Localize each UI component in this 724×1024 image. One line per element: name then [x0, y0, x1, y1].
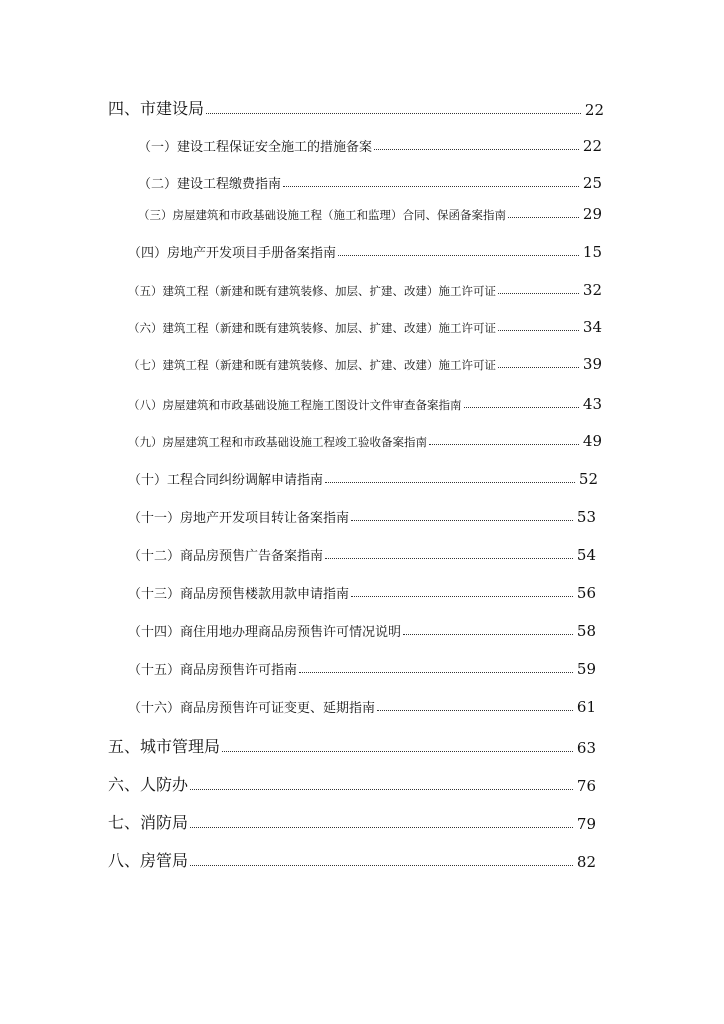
toc-entry-page: 58	[576, 622, 596, 640]
toc-entry-page: 63	[576, 739, 596, 757]
toc-entry[interactable]	[108, 734, 596, 757]
dot-leader	[190, 865, 573, 866]
dot-leader	[283, 186, 579, 187]
toc-entry-label: （六）建筑工程（新建和既有建筑装修、加层、扩建、改建）施工许可证	[128, 321, 496, 335]
dot-leader	[190, 789, 573, 790]
dot-leader	[351, 520, 573, 521]
toc-entry[interactable]	[128, 621, 596, 640]
toc-entry-page: 49	[582, 432, 602, 450]
dot-leader	[325, 558, 573, 559]
toc-entry[interactable]	[128, 507, 596, 526]
toc-entry-label: （十一）房地产开发项目转让备案指南	[128, 511, 350, 526]
dot-leader	[498, 330, 579, 331]
dot-leader	[222, 751, 573, 752]
toc-entry[interactable]	[138, 173, 602, 192]
toc-entry-page: 76	[576, 777, 596, 795]
toc-entry[interactable]	[128, 659, 596, 678]
toc-entry-page: 22	[584, 101, 604, 119]
toc-entry-page: 34	[582, 318, 602, 336]
toc-entry-label: 五、城市管理局	[108, 737, 221, 756]
toc-entry-page: 39	[582, 355, 602, 373]
toc-entry-label: 七、消防局	[108, 813, 189, 832]
toc-entry[interactable]	[128, 697, 596, 716]
toc-entry-label: （十三）商品房预售楼款用款申请指南	[128, 587, 350, 602]
toc-entry[interactable]	[128, 432, 602, 450]
toc-entry[interactable]	[108, 96, 604, 119]
toc-entry-label: （二）建设工程缴费指南	[138, 177, 282, 192]
toc-entry[interactable]	[128, 469, 598, 488]
dot-leader	[377, 710, 573, 711]
dot-leader	[429, 444, 579, 445]
toc-entry[interactable]	[128, 545, 596, 564]
dot-leader	[206, 113, 581, 114]
toc-entry-label: （七）建筑工程（新建和既有建筑装修、加层、扩建、改建）施工许可证	[128, 358, 496, 372]
toc-entry-page: 29	[582, 205, 602, 223]
toc-entry-page: 52	[578, 470, 598, 488]
toc-entry-label: 六、人防办	[108, 775, 189, 794]
toc-entry-page: 25	[582, 174, 602, 192]
toc-entry-label: （十）工程合同纠纷调解申请指南	[128, 473, 324, 488]
toc-entry-label: （五）建筑工程（新建和既有建筑装修、加层、扩建、改建）施工许可证	[128, 284, 496, 298]
toc-entry[interactable]	[128, 583, 596, 602]
toc-entry-page: 43	[582, 395, 602, 413]
toc-entry-label: （十二）商品房预售广告备案指南	[128, 549, 324, 564]
dot-leader	[338, 255, 579, 256]
toc-entry-label: （九）房屋建筑工程和市政基础设施工程竣工验收备案指南	[128, 435, 427, 449]
toc-entry[interactable]	[128, 318, 602, 336]
toc-entry-label: （一）建设工程保证安全施工的措施备案	[138, 140, 373, 155]
toc-entry-page: 22	[582, 137, 602, 155]
toc-entry-page: 82	[576, 853, 596, 871]
dot-leader	[351, 596, 573, 597]
toc-entry[interactable]	[108, 772, 596, 795]
toc-entry[interactable]	[108, 848, 596, 871]
toc-entry-page: 32	[582, 281, 602, 299]
toc-entry-page: 53	[576, 508, 596, 526]
toc-entry-page: 15	[582, 243, 602, 261]
toc-entry[interactable]	[138, 205, 602, 223]
toc-entry-page: 54	[576, 546, 596, 564]
toc-entry[interactable]	[128, 395, 602, 413]
toc-entry-label: 八、房管局	[108, 851, 189, 870]
toc-entry-label: （三）房屋建筑和市政基础设施工程（施工和监理）合同、保函备案指南	[138, 208, 506, 222]
dot-leader	[464, 407, 579, 408]
toc-entry-page: 59	[576, 660, 596, 678]
toc-entry-label: （四）房地产开发项目手册备案指南	[128, 246, 337, 261]
dot-leader	[508, 217, 579, 218]
dot-leader	[299, 672, 573, 673]
dot-leader	[498, 367, 579, 368]
dot-leader	[325, 482, 575, 483]
dot-leader	[403, 634, 573, 635]
toc-entry-page: 61	[576, 698, 596, 716]
toc-entry[interactable]	[128, 281, 602, 299]
toc-entry-label: （八）房屋建筑和市政基础设施工程施工图设计文件审查备案指南	[128, 398, 462, 412]
toc-entry[interactable]	[128, 355, 602, 373]
toc-entry[interactable]	[138, 136, 602, 155]
toc-entry-page: 56	[576, 584, 596, 602]
toc-entry-label: （十四）商住用地办理商品房预售许可情况说明	[128, 625, 402, 640]
toc-entry-page: 79	[576, 815, 596, 833]
toc-entry[interactable]	[108, 810, 596, 833]
dot-leader	[190, 827, 573, 828]
dot-leader	[374, 149, 579, 150]
toc-entry[interactable]	[128, 242, 602, 261]
toc-entry-label: （十六）商品房预售许可证变更、延期指南	[128, 701, 376, 716]
toc-entry-label: 四、市建设局	[108, 99, 205, 118]
toc-entry-label: （十五）商品房预售许可指南	[128, 663, 298, 678]
dot-leader	[498, 293, 579, 294]
